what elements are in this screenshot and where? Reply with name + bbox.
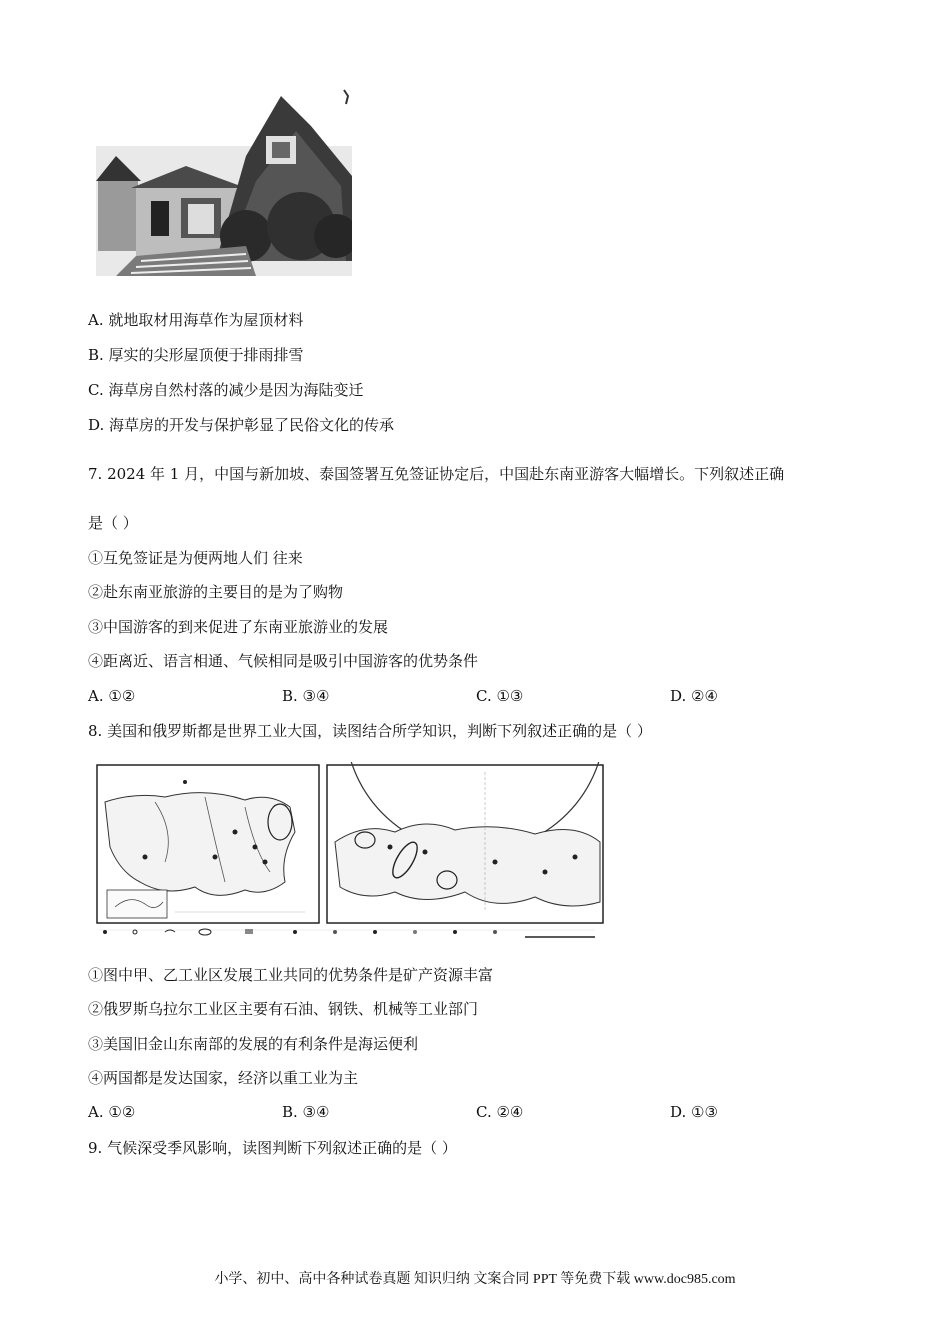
- q8-choice-d: D. ①③: [670, 1103, 718, 1121]
- q8-stem: 8. 美国和俄罗斯都是世界工业大国，读图结合所学知识，判断下列叙述正确的是（ ）: [88, 722, 652, 740]
- q6-option-a: A. 就地取材用海草作为屋顶材料: [88, 311, 304, 329]
- q7-item-2: ②赴东南亚旅游的主要目的是为了购物: [88, 583, 344, 601]
- seaweed-house-photo: [96, 86, 352, 276]
- q8-choice-b: B. ③④: [282, 1103, 330, 1121]
- q8-choice-c: C. ②④: [476, 1103, 524, 1121]
- q7-choice-d: D. ②④: [670, 687, 718, 705]
- q9-stem: 9. 气候深受季风影响，读图判断下列叙述正确的是（ ）: [88, 1139, 457, 1157]
- q7-stem-line2: 是（ ）: [88, 514, 138, 532]
- q8-item-2: ②俄罗斯乌拉尔工业区主要有石油、钢铁、机械等工业部门: [88, 1000, 479, 1018]
- q7-choice-c: C. ①③: [476, 687, 524, 705]
- q8-item-3: ③美国旧金山东南部的发展的有利条件是海运便利: [88, 1035, 419, 1053]
- q8-choice-a: A. ①②: [88, 1103, 136, 1121]
- usa-russia-industry-maps: [95, 762, 605, 942]
- q6-option-c: C. 海草房自然村落的减少是因为海陆变迁: [88, 381, 364, 399]
- q7-choice-a: A. ①②: [88, 687, 136, 705]
- page-footer: 小学、初中、高中各种试卷真题 知识归纳 文案合同 PPT 等免费下载 www.doc985.com: [214, 1272, 736, 1287]
- q7-item-4: ④距离近、语言相通、气候相同是吸引中国游客的优势条件: [88, 652, 479, 670]
- q6-option-b: B. 厚实的尖形屋顶便于排雨排雪: [88, 346, 304, 364]
- q7-stem-line1: 7. 2024 年 1 月，中国与新加坡、泰国签署互免签证协定后，中国赴东南亚游客大幅增长。下列叙述正确: [88, 465, 785, 483]
- q7-choice-b: B. ③④: [282, 687, 330, 705]
- q7-item-3: ③中国游客的到来促进了东南亚旅游业的发展: [88, 618, 389, 636]
- q6-option-d: D. 海草房的开发与保护彰显了民俗文化的传承: [88, 416, 395, 434]
- q7-item-1: ①互免签证是为便两地人们 往来: [88, 549, 303, 567]
- q8-item-1: ①图中甲、乙工业区发展工业共同的优势条件是矿产资源丰富: [88, 966, 494, 984]
- q8-item-4: ④两国都是发达国家，经济以重工业为主: [88, 1069, 359, 1087]
